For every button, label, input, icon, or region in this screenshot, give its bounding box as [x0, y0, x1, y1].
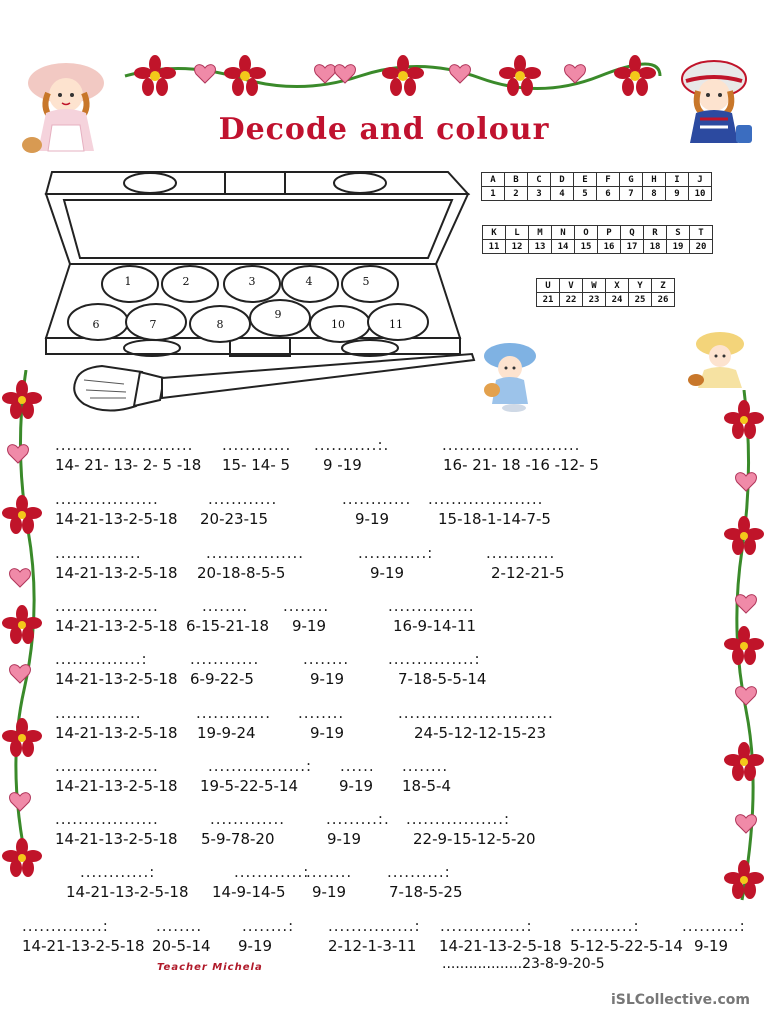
answer-blank: ...............	[55, 544, 142, 562]
code-letter-cell: Z	[652, 279, 675, 293]
answer-blank: ...............:	[388, 650, 481, 668]
flower-garland-top	[120, 50, 665, 100]
code-letter-cell: F	[597, 173, 620, 187]
palette-number-1: 1	[124, 275, 132, 288]
answer-blank: ............	[486, 544, 556, 562]
number-code: 9-19	[238, 937, 273, 955]
answer-blank: ............	[222, 436, 292, 454]
number-code: 9-19	[310, 724, 345, 742]
code-number-cell: 20	[690, 240, 713, 254]
number-code: 19-5-22-5-14	[200, 777, 298, 795]
number-code: 9 -19	[323, 456, 362, 474]
number-code: 9-19	[694, 937, 729, 955]
answer-blank: ............	[190, 650, 260, 668]
code-letter-cell: M	[529, 226, 552, 240]
number-code: 7-18-5-25	[389, 883, 463, 901]
palette-number-5: 5	[362, 275, 370, 288]
number-code: 9-19	[310, 670, 345, 688]
number-code: 9-19	[370, 564, 405, 582]
answer-blank: ...............	[388, 597, 475, 615]
number-code: 9-19	[327, 830, 362, 848]
number-code: 14-21-13-2-5-18	[55, 724, 178, 742]
number-code: 16-9-14-11	[393, 617, 477, 635]
answer-blank: ...........:	[570, 917, 640, 935]
code-letter-cell: L	[506, 226, 529, 240]
answer-blank: ............	[208, 490, 278, 508]
number-code: 22-9-15-12-5-20	[413, 830, 536, 848]
code-number-cell: 26	[652, 293, 675, 307]
code-letter-cell: A	[482, 173, 505, 187]
number-code: 14-21-13-2-5-18	[55, 510, 178, 528]
answer-blank: ........................	[442, 436, 581, 454]
palette-number-3: 3	[248, 275, 256, 288]
answer-blank: .............	[210, 810, 285, 828]
answer-blank: ..................	[55, 810, 159, 828]
answer-blank: ...........:.	[314, 436, 390, 454]
code-letter-cell: B	[505, 173, 528, 187]
number-code: 14-21-13-2-5-18	[55, 777, 178, 795]
palette-number-2: 2	[182, 275, 190, 288]
number-code: 18-5-4	[402, 777, 451, 795]
code-letter-cell: T	[690, 226, 713, 240]
number-code: 14-9-14-5	[212, 883, 286, 901]
answer-blank: ...............:	[55, 650, 148, 668]
code-number-cell: 5	[574, 187, 597, 201]
number-code: 24-5-12-12-15-23	[414, 724, 547, 742]
palette-number-8: 8	[216, 318, 224, 331]
code-letter-cell: D	[551, 173, 574, 187]
code-letter-cell: N	[552, 226, 575, 240]
answer-blank: ........	[202, 597, 249, 615]
number-code: 20-18-8-5-5	[197, 564, 286, 582]
code-letter-cell: I	[666, 173, 689, 187]
answer-blank: ..................	[55, 490, 159, 508]
number-code: 9-19	[339, 777, 374, 795]
code-letter-cell: V	[560, 279, 583, 293]
paintbrush-illustration	[70, 350, 480, 430]
code-number-cell: 25	[629, 293, 652, 307]
number-code: 19-9-24	[197, 724, 256, 742]
alphabet-code-table-1	[481, 172, 712, 201]
code-letter-cell: K	[483, 226, 506, 240]
doll-illustration-blue-hat	[480, 340, 540, 415]
answer-blank: .........:.	[326, 810, 390, 828]
number-code: 14-21-13-2-5-18	[55, 617, 178, 635]
code-number-cell: 6	[597, 187, 620, 201]
number-code: 20-23-15	[200, 510, 269, 528]
number-code: 14-21-13-2-5-18	[22, 937, 145, 955]
code-letter-cell: H	[643, 173, 666, 187]
answer-blank: ...............	[55, 704, 142, 722]
answer-blank: ..........:	[387, 863, 451, 881]
answer-blank: ........	[283, 597, 330, 615]
worksheet-title: Decode and colour	[218, 112, 550, 147]
number-code: 14-21-13-2-5-18	[55, 830, 178, 848]
number-code: 15-18-1-14-7-5	[438, 510, 551, 528]
code-letter-cell: S	[667, 226, 690, 240]
answer-blank: ........	[306, 863, 353, 881]
code-number-cell: 23	[583, 293, 606, 307]
answer-blank: ...............:	[440, 917, 533, 935]
code-number-cell: 16	[598, 240, 621, 254]
teacher-credit: Teacher Michela	[157, 962, 263, 973]
number-code: 14-21-13-2-5-18	[55, 564, 178, 582]
palette-number-11: 11	[389, 318, 403, 331]
code-number-cell: 9	[666, 187, 689, 201]
code-number-cell: 22	[560, 293, 583, 307]
code-number-cell: 24	[606, 293, 629, 307]
number-code: 2-12-1-3-11	[328, 937, 417, 955]
answer-blank: .............	[196, 704, 271, 722]
answer-blank: ..............:	[22, 917, 109, 935]
number-code: 9-19	[355, 510, 390, 528]
answer-blank: .................	[206, 544, 305, 562]
number-code: 16- 21- 18 -16 -12- 5	[443, 456, 599, 474]
answer-blank: ........................	[55, 436, 194, 454]
code-number-cell: 3	[528, 187, 551, 201]
code-number-cell: 8	[643, 187, 666, 201]
answer-blank: .................:	[208, 757, 313, 775]
number-code: 5-12-5-22-5-14	[570, 937, 683, 955]
code-number-cell: 4	[551, 187, 574, 201]
answer-blank: ........	[156, 917, 203, 935]
answer-blank: ...............:	[328, 917, 421, 935]
palette-number-9: 9	[274, 308, 282, 321]
answer-blank: ........:	[242, 917, 295, 935]
answer-blank: ...........................	[398, 704, 554, 722]
code-number-cell: 19	[667, 240, 690, 254]
code-letter-cell: U	[537, 279, 560, 293]
number-code: 15- 14- 5	[222, 456, 291, 474]
code-letter-cell: E	[574, 173, 597, 187]
code-letter-cell: C	[528, 173, 551, 187]
number-code: 9-19	[312, 883, 347, 901]
number-code: 14-21-13-2-5-18	[55, 670, 178, 688]
code-number-cell: 12	[506, 240, 529, 254]
answer-blank: ............:	[80, 863, 156, 881]
code-number-cell: 21	[537, 293, 560, 307]
number-code: 6-9-22-5	[190, 670, 254, 688]
paint-box-illustration	[40, 168, 480, 368]
last-line-code: ..................23-8-9-20-5	[442, 956, 605, 972]
alphabet-code-table-2	[482, 225, 713, 254]
number-code: 14-21-13-2-5-18	[66, 883, 189, 901]
number-code: 20-5-14	[152, 937, 211, 955]
code-letter-cell: Y	[629, 279, 652, 293]
answer-blank: ..................	[55, 757, 159, 775]
code-number-cell: 11	[483, 240, 506, 254]
answer-blank: ..........:	[682, 917, 746, 935]
code-letter-cell: J	[689, 173, 712, 187]
code-number-cell: 15	[575, 240, 598, 254]
answer-blank: .................:	[406, 810, 511, 828]
answer-blank: ........	[298, 704, 345, 722]
answer-blank: ..................	[55, 597, 159, 615]
number-code: 5-9-78-20	[201, 830, 275, 848]
code-number-cell: 2	[505, 187, 528, 201]
alphabet-code-table-3	[536, 278, 675, 307]
palette-number-4: 4	[305, 275, 313, 288]
palette-number-7: 7	[149, 318, 157, 331]
answer-blank: ....................	[428, 490, 544, 508]
code-number-cell: 13	[529, 240, 552, 254]
number-code: 2-12-21-5	[491, 564, 565, 582]
number-code: 9-19	[292, 617, 327, 635]
answer-blank: ......	[340, 757, 375, 775]
code-letter-cell: W	[583, 279, 606, 293]
code-letter-cell: R	[644, 226, 667, 240]
number-code: 6-15-21-18	[186, 617, 270, 635]
code-letter-cell: O	[575, 226, 598, 240]
answer-blank: ........	[402, 757, 449, 775]
code-number-cell: 10	[689, 187, 712, 201]
answer-blank: ............	[342, 490, 412, 508]
code-letter-cell: Q	[621, 226, 644, 240]
number-code: 14-21-13-2-5-18	[439, 937, 562, 955]
site-watermark: iSLCollective.com	[610, 992, 750, 1008]
code-number-cell: 18	[644, 240, 667, 254]
code-number-cell: 7	[620, 187, 643, 201]
flower-border-right	[720, 390, 768, 910]
code-number-cell: 17	[621, 240, 644, 254]
number-code: 14- 21- 13- 2- 5 -18	[55, 456, 202, 474]
answer-blank: ............:	[234, 863, 310, 881]
doll-illustration-yellow-hat	[684, 330, 754, 395]
palette-number-6: 6	[92, 318, 100, 331]
code-number-cell: 14	[552, 240, 575, 254]
code-letter-cell: X	[606, 279, 629, 293]
number-code: 7-18-5-5-14	[398, 670, 487, 688]
palette-number-10: 10	[331, 318, 345, 331]
code-number-cell: 1	[482, 187, 505, 201]
flower-border-left	[0, 370, 50, 890]
code-letter-cell: P	[598, 226, 621, 240]
answer-blank: ........	[303, 650, 350, 668]
code-letter-cell: G	[620, 173, 643, 187]
answer-blank: ............:	[358, 544, 434, 562]
